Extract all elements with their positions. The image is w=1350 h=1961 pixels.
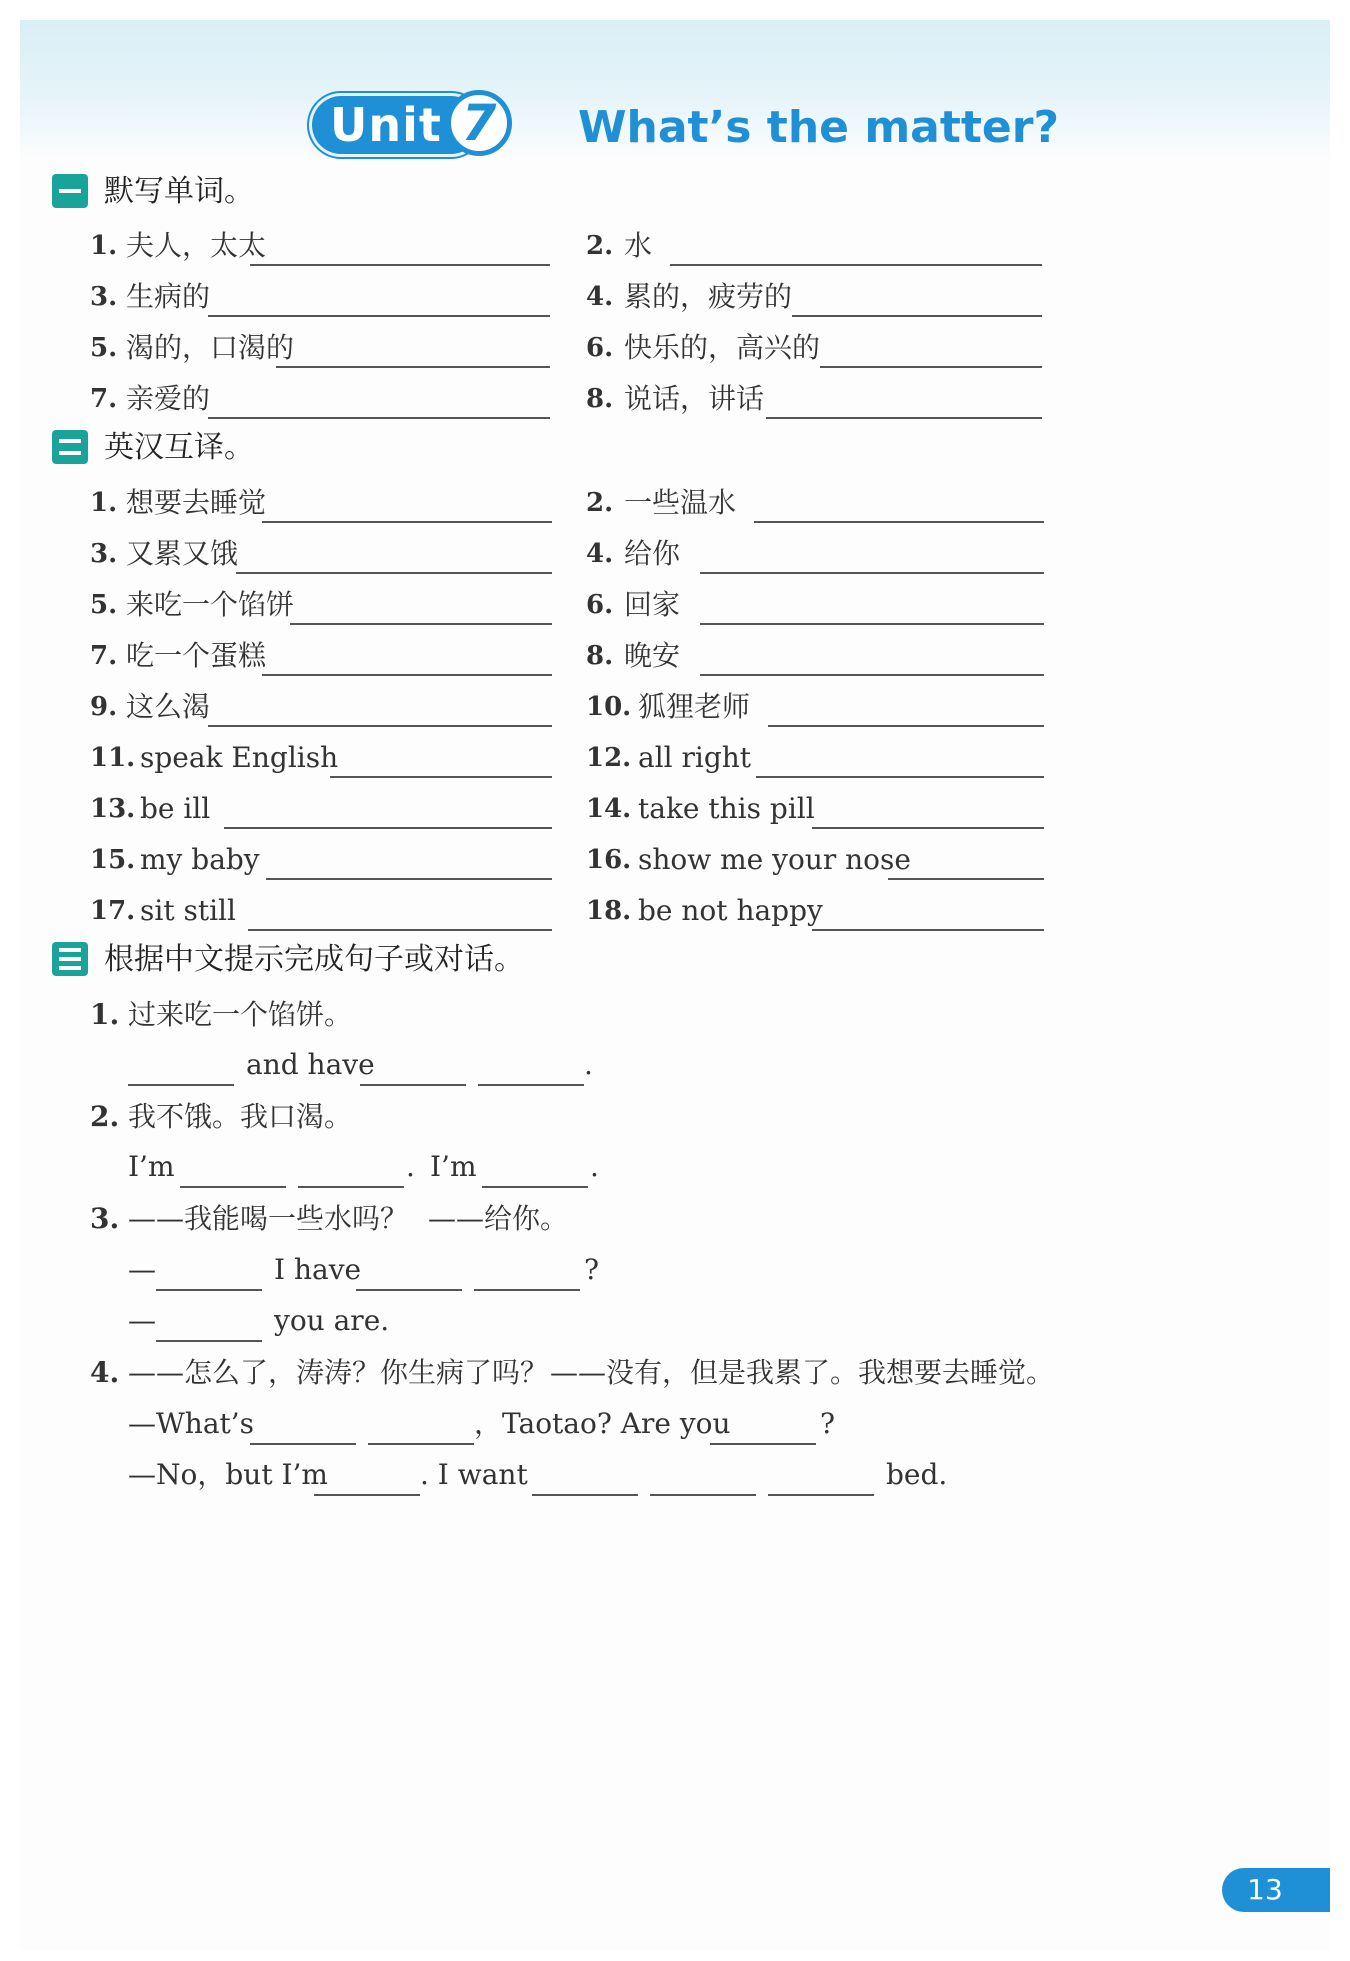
- item-text: 狐狸老师: [638, 690, 751, 723]
- item-number: 10.: [586, 692, 632, 722]
- q2-im-1: I’m: [128, 1150, 175, 1183]
- unit-number: 7: [461, 94, 497, 152]
- answer-blank[interactable]: [710, 1443, 816, 1445]
- answer-blank[interactable]: [792, 315, 1042, 317]
- answer-blank[interactable]: [224, 827, 552, 829]
- answer-blank[interactable]: [262, 521, 552, 523]
- s2-item-15: [90, 838, 552, 882]
- item-number: 5.: [90, 333, 118, 363]
- item-number: 7.: [90, 384, 118, 414]
- answer-blank[interactable]: [250, 264, 550, 266]
- unit-word: Unit: [330, 98, 442, 152]
- q2-answer-line: [128, 1142, 1028, 1192]
- section-2-mark: [52, 430, 88, 464]
- answer-blank[interactable]: [478, 1084, 584, 1086]
- answer-blank[interactable]: [768, 1494, 874, 1496]
- s1-item-6: [586, 326, 1042, 370]
- s2-item-14: [586, 787, 1044, 831]
- page-number: 13: [1247, 1873, 1283, 1906]
- q3-prompt-line: [90, 1194, 1030, 1244]
- q1-prompt-line: [90, 990, 1030, 1040]
- q2-prompt: 我不饿。我口渴。: [128, 1100, 353, 1133]
- s2-item-6: [586, 583, 1044, 627]
- answer-blank[interactable]: [360, 1084, 466, 1086]
- item-number: 8.: [586, 641, 614, 671]
- s2-item-2: [586, 481, 1044, 525]
- item-text: 累的，疲劳的: [624, 280, 793, 313]
- item-number: 7.: [90, 641, 118, 671]
- item-number: 11.: [90, 743, 136, 773]
- answer-blank[interactable]: [128, 1084, 234, 1086]
- answer-blank[interactable]: [812, 827, 1044, 829]
- q4-i-want: . I want: [420, 1458, 528, 1491]
- answer-blank[interactable]: [820, 366, 1042, 368]
- item-text: 生病的: [126, 280, 211, 313]
- answer-blank[interactable]: [812, 929, 1044, 931]
- s2-item-13: [90, 787, 552, 831]
- q4-prompt-b: ——没有，但是我累了。我想要去睡觉。: [550, 1356, 1055, 1389]
- item-number: 1.: [90, 488, 118, 518]
- item-text: 亲爱的: [126, 382, 211, 415]
- answer-blank[interactable]: [236, 572, 552, 574]
- q4-line-2: [128, 1450, 1028, 1500]
- item-number: 16.: [586, 845, 632, 875]
- s2-item-16: [586, 838, 1044, 882]
- answer-blank[interactable]: [250, 1443, 356, 1445]
- item-number: 4.: [586, 539, 614, 569]
- q4-line-1: [128, 1399, 1028, 1449]
- q4-qmark: ?: [820, 1407, 836, 1440]
- item-text: 快乐的，高兴的: [624, 331, 821, 364]
- answer-blank[interactable]: [208, 315, 550, 317]
- q4-prompt-line: [90, 1348, 1055, 1398]
- item-number: 3.: [90, 539, 118, 569]
- section-3-mark: [52, 942, 88, 976]
- s1-item-7: [90, 377, 550, 421]
- q3-number: 3.: [90, 1202, 120, 1235]
- s1-item-3: [90, 275, 550, 319]
- item-text: 说话，讲话: [624, 382, 765, 415]
- item-text: 水: [624, 229, 653, 262]
- item-number: 6.: [586, 590, 614, 620]
- s2-item-17: [90, 889, 552, 933]
- s1-item-2: [586, 224, 1042, 268]
- answer-blank[interactable]: [208, 417, 550, 419]
- item-number: 4.: [586, 282, 614, 312]
- item-number: 12.: [586, 743, 632, 773]
- item-number: 18.: [586, 896, 632, 926]
- item-text: 一些温水: [624, 486, 737, 519]
- answer-blank[interactable]: [290, 623, 552, 625]
- answer-blank[interactable]: [532, 1494, 638, 1496]
- unit-title: What’s the matter?: [578, 102, 1059, 153]
- s1-item-5: [90, 326, 550, 370]
- q4-number: 4.: [90, 1356, 120, 1389]
- item-text: 回家: [624, 588, 681, 621]
- answer-blank[interactable]: [262, 674, 552, 676]
- unit-number-circle: [446, 90, 512, 156]
- item-text: 晚安: [624, 639, 681, 672]
- q3-line-1: [128, 1245, 1028, 1295]
- q4-taotao: ，Taotao? Are you: [474, 1407, 731, 1440]
- item-number: 3.: [90, 282, 118, 312]
- answer-blank[interactable]: [298, 1186, 404, 1188]
- q4-bed: bed.: [886, 1458, 948, 1491]
- item-text: 又累又饿: [126, 537, 239, 570]
- answer-blank[interactable]: [888, 878, 1044, 880]
- answer-blank[interactable]: [700, 572, 1044, 574]
- page-number-tab: [1222, 1868, 1330, 1912]
- answer-blank[interactable]: [756, 776, 1044, 778]
- answer-blank[interactable]: [314, 1494, 420, 1496]
- q3-i-have: I have: [274, 1253, 362, 1286]
- s1-item-8: [586, 377, 1042, 421]
- answer-blank[interactable]: [356, 1289, 462, 1291]
- item-text: show me your nose: [638, 843, 911, 876]
- item-number: 17.: [90, 896, 136, 926]
- q1-end: .: [584, 1048, 593, 1081]
- answer-blank[interactable]: [156, 1289, 262, 1291]
- item-number: 13.: [90, 794, 136, 824]
- q4-no-but: —No，but I’m: [128, 1458, 328, 1491]
- answer-blank[interactable]: [276, 366, 550, 368]
- q3-prompt-b: ——给你。: [428, 1202, 569, 1235]
- answer-blank[interactable]: [766, 417, 1042, 419]
- answer-blank[interactable]: [700, 623, 1044, 625]
- item-text: 夫人，太太: [126, 229, 267, 262]
- q1-answer-line: [128, 1040, 1028, 1090]
- item-text: 吃一个蛋糕: [126, 639, 267, 672]
- item-text: be not happy: [638, 894, 823, 927]
- item-number: 2.: [586, 231, 614, 261]
- s2-item-18: [586, 889, 1044, 933]
- item-number: 8.: [586, 384, 614, 414]
- header-band: [20, 20, 1330, 160]
- answer-blank[interactable]: [768, 725, 1044, 727]
- s2-item-11: [90, 736, 552, 780]
- answer-blank[interactable]: [482, 1186, 588, 1188]
- q1-and-have: and have: [246, 1048, 375, 1081]
- section-1-title: 默写单词。: [104, 174, 254, 209]
- item-number: 1.: [90, 231, 118, 261]
- item-text: my baby: [140, 843, 260, 876]
- q3-you-are: you are.: [274, 1304, 390, 1337]
- q1-number: 1.: [90, 998, 120, 1031]
- item-number: 14.: [586, 794, 632, 824]
- q3-qmark: ?: [584, 1253, 600, 1286]
- item-number: 2.: [586, 488, 614, 518]
- q2-end: .: [590, 1150, 599, 1183]
- item-text: 来吃一个馅饼: [126, 588, 295, 621]
- q4-prompt-a: ——怎么了，涛涛？你生病了吗？: [128, 1356, 549, 1389]
- q2-number: 2.: [90, 1100, 120, 1133]
- s1-item-4: [586, 275, 1042, 319]
- q1-prompt: 过来吃一个馅饼。: [128, 998, 353, 1031]
- q2-prompt-line: [90, 1092, 1030, 1142]
- answer-blank[interactable]: [248, 929, 552, 931]
- item-text: sit still: [140, 894, 236, 927]
- q3-dash-2: —: [128, 1304, 156, 1337]
- q2-dot: .: [406, 1150, 415, 1183]
- item-text: speak English: [140, 741, 339, 774]
- s2-item-7: [90, 634, 552, 678]
- q3-prompt-a: ——我能喝一些水吗？: [128, 1202, 409, 1235]
- answer-blank[interactable]: [754, 521, 1044, 523]
- answer-blank[interactable]: [330, 776, 552, 778]
- answer-blank[interactable]: [474, 1289, 580, 1291]
- section-3-title: 根据中文提示完成句子或对话。: [104, 942, 524, 977]
- answer-blank[interactable]: [368, 1443, 474, 1445]
- item-number: 6.: [586, 333, 614, 363]
- answer-blank[interactable]: [670, 264, 1042, 266]
- item-text: be ill: [140, 792, 211, 825]
- item-text: 给你: [624, 537, 681, 570]
- item-text: 渴的，口渴的: [126, 331, 295, 364]
- item-text: 想要去睡觉: [126, 486, 267, 519]
- q4-whats: —What’s: [128, 1407, 255, 1440]
- section-1-mark: [52, 174, 88, 208]
- answer-blank[interactable]: [180, 1186, 286, 1188]
- workbook-page: [20, 20, 1330, 1950]
- section-2-title: 英汉互译。: [104, 430, 254, 465]
- s2-item-12: [586, 736, 1044, 780]
- unit-badge: [312, 94, 538, 156]
- s2-item-9: [90, 685, 552, 729]
- item-number: 15.: [90, 845, 136, 875]
- q3-dash-1: —: [128, 1253, 156, 1286]
- item-number: 9.: [90, 692, 118, 722]
- s2-item-10: [586, 685, 1044, 729]
- s2-item-1: [90, 481, 552, 525]
- s2-item-5: [90, 583, 552, 627]
- s2-item-4: [586, 532, 1044, 576]
- answer-blank[interactable]: [208, 725, 552, 727]
- item-text: take this pill: [638, 792, 815, 825]
- answer-blank[interactable]: [700, 674, 1044, 676]
- s2-item-8: [586, 634, 1044, 678]
- answer-blank[interactable]: [156, 1340, 262, 1342]
- answer-blank[interactable]: [266, 878, 552, 880]
- item-text: 这么渴: [126, 690, 211, 723]
- s1-item-1: [90, 224, 550, 268]
- answer-blank[interactable]: [650, 1494, 756, 1496]
- s2-item-3: [90, 532, 552, 576]
- item-number: 5.: [90, 590, 118, 620]
- item-text: all right: [638, 741, 752, 774]
- q2-im-2: I’m: [430, 1150, 477, 1183]
- q3-line-2: [128, 1296, 1028, 1346]
